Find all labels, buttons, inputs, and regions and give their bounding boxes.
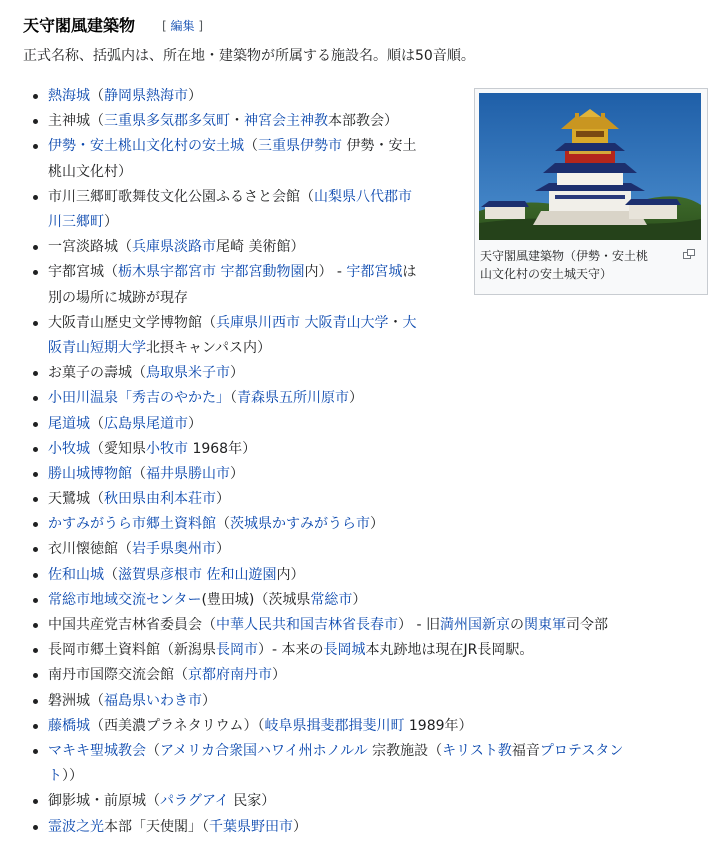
list-item-line bbox=[48, 412, 675, 437]
thumbnail-figure bbox=[474, 88, 708, 295]
item-text: 一宮淡路城（ bbox=[48, 239, 132, 256]
wiki-link[interactable]: 青森県 bbox=[237, 390, 279, 407]
wiki-link[interactable]: 揖斐川町 bbox=[348, 717, 405, 734]
list-item-line bbox=[48, 588, 675, 613]
wiki-link[interactable]: 岐阜県 bbox=[264, 717, 307, 734]
wiki-link[interactable]: 常総市地域交流センター bbox=[48, 591, 202, 608]
wiki-link[interactable]: 尾道城 bbox=[48, 415, 90, 432]
wiki-link[interactable]: 吉林省 bbox=[314, 617, 356, 633]
item-text: 尾崎 美術館） bbox=[216, 239, 305, 256]
list-item bbox=[30, 462, 675, 487]
wiki-link[interactable]: 彦根市 bbox=[160, 566, 202, 583]
wiki-link[interactable]: 佐和山遊園 bbox=[206, 566, 277, 583]
list-item-line bbox=[48, 512, 675, 537]
item-text: 御影城・前原城（ bbox=[48, 793, 160, 810]
wiki-link[interactable]: 熱海城 bbox=[48, 88, 90, 104]
wiki-link[interactable]: 奥州市 bbox=[174, 541, 216, 558]
wiki-link[interactable]: 八代郡 bbox=[356, 188, 398, 205]
wiki-link[interactable]: 三重県 bbox=[104, 113, 146, 130]
item-text: 内） - bbox=[304, 264, 347, 281]
list-item bbox=[30, 437, 675, 462]
item-text: 1968年） bbox=[188, 440, 257, 457]
item-text: 宇都宮城（ bbox=[48, 264, 118, 281]
wiki-link[interactable]: 中華人民共和国 bbox=[216, 617, 314, 633]
wiki-link[interactable]: いわき市 bbox=[146, 692, 202, 709]
item-text: 衣川懐徳館（ bbox=[48, 541, 132, 558]
wiki-link[interactable]: 多気町 bbox=[188, 113, 230, 130]
item-text: （ bbox=[90, 415, 104, 432]
item-text: ） bbox=[293, 818, 307, 835]
wiki-link[interactable]: 常総市 bbox=[310, 591, 353, 608]
wiki-link[interactable]: マキキ聖城教会 bbox=[48, 742, 146, 759]
edit-bracket-close: ] bbox=[194, 19, 204, 33]
castle-photo bbox=[479, 93, 701, 240]
item-text: 中国共産党吉林省委員会（ bbox=[48, 617, 216, 633]
item-text: 本丸跡地は現在JR長岡駅。 bbox=[365, 642, 534, 659]
item-text: 市川三郷町歌舞伎文化公園ふるさと会館（ bbox=[48, 188, 314, 205]
list-item bbox=[30, 412, 675, 437]
item-text: （ bbox=[132, 465, 146, 482]
item-text: 大阪青山歴史文学博物館（ bbox=[48, 314, 216, 331]
list-item-line bbox=[48, 789, 675, 814]
item-text: 別の場所に城跡が現存 bbox=[48, 289, 188, 306]
item-text: ・ bbox=[230, 113, 244, 130]
list-item bbox=[30, 487, 675, 512]
list-item-line bbox=[48, 689, 675, 714]
wiki-link[interactable]: 大阪青山大学 bbox=[304, 314, 389, 331]
item-text: ）） bbox=[62, 768, 83, 785]
item-text: 1989年） bbox=[404, 717, 473, 734]
item-text: は bbox=[402, 264, 417, 281]
caption-line-2: 山文化村の安土城天守） bbox=[480, 267, 613, 281]
item-text: 宗教施設（ bbox=[367, 742, 443, 759]
wiki-link[interactable]: 滋賀県 bbox=[118, 566, 160, 583]
wiki-link[interactable]: 伊勢市 bbox=[300, 138, 342, 155]
wiki-link[interactable]: 小牧城 bbox=[48, 440, 90, 457]
wiki-link[interactable]: キリスト教 bbox=[442, 742, 512, 759]
list-item bbox=[30, 512, 675, 537]
item-text: 北摂キャンパス内） bbox=[146, 339, 272, 356]
list-item bbox=[30, 789, 675, 814]
wiki-link[interactable]: 長岡城 bbox=[323, 642, 366, 659]
item-text: 本部教会） bbox=[328, 113, 398, 130]
list-item-line bbox=[48, 361, 675, 386]
thumbnail-image[interactable] bbox=[479, 93, 701, 240]
item-text: ） bbox=[349, 390, 363, 407]
edit-bracket-open: [ bbox=[162, 19, 171, 33]
edit-label[interactable]: 編集 bbox=[170, 19, 195, 33]
wiki-link[interactable]: 多気郡 bbox=[146, 113, 188, 130]
list-item bbox=[30, 739, 675, 789]
item-text: (豊田城)（茨城県 bbox=[201, 591, 311, 608]
item-text: （ bbox=[216, 516, 230, 533]
item-text: ） bbox=[216, 541, 230, 558]
wiki-link[interactable]: 広島県 bbox=[104, 415, 146, 432]
wiki-link[interactable]: 茨城県 bbox=[230, 516, 272, 533]
wiki-link[interactable]: パラグアイ bbox=[160, 793, 229, 810]
item-text: ） bbox=[230, 365, 244, 382]
item-text: 内） bbox=[276, 566, 305, 583]
wiki-link[interactable]: 小牧市 bbox=[146, 440, 188, 457]
item-text: 本部「天使閣」（ bbox=[104, 818, 209, 835]
wiki-link[interactable]: 熱海市 bbox=[146, 88, 188, 104]
wiki-link[interactable]: 岩手県 bbox=[132, 541, 174, 558]
item-text: （ bbox=[104, 566, 118, 583]
list-item bbox=[30, 613, 675, 638]
item-text: 福音 bbox=[511, 742, 540, 759]
wiki-link[interactable]: 秋田県 bbox=[104, 491, 146, 508]
list-item bbox=[30, 714, 675, 739]
list-item bbox=[30, 689, 675, 714]
item-text: （西美濃プラネタリウム）（ bbox=[90, 717, 265, 734]
item-text: 南丹市国際交流会館（ bbox=[48, 667, 188, 684]
wiki-link[interactable]: 勝山市 bbox=[188, 465, 230, 482]
item-text: （ bbox=[230, 390, 237, 407]
item-text: 天鷺城（ bbox=[48, 491, 104, 508]
wiki-link[interactable]: 長岡市 bbox=[216, 642, 258, 659]
wiki-link[interactable]: 勝山城博物館 bbox=[48, 465, 132, 482]
item-text: ）- 本来の bbox=[258, 642, 324, 659]
wiki-link[interactable]: 兵庫県 bbox=[132, 239, 174, 256]
item-text: 伊勢・安土 bbox=[342, 138, 417, 155]
wiki-link[interactable]: 野田市 bbox=[251, 818, 293, 835]
wiki-link[interactable]: ホノルル bbox=[312, 742, 368, 759]
wiki-link[interactable]: 新京 bbox=[481, 617, 510, 633]
item-text: ） bbox=[370, 516, 384, 533]
wiki-link[interactable]: 霊波之光 bbox=[48, 818, 104, 835]
item-text: （愛知県 bbox=[90, 440, 146, 457]
list-item-line bbox=[48, 663, 675, 688]
wiki-link[interactable]: 福島県 bbox=[104, 692, 146, 709]
list-item-line bbox=[48, 613, 675, 638]
item-text: （ bbox=[146, 742, 160, 759]
wiki-link[interactable]: 市 bbox=[398, 188, 412, 205]
item-text: 民家） bbox=[228, 793, 276, 810]
wiki-link[interactable]: 南丹市 bbox=[230, 667, 272, 684]
wiki-link[interactable]: 揖斐郡 bbox=[306, 717, 349, 734]
wiki-link[interactable]: 尾道市 bbox=[146, 415, 188, 432]
wiki-link[interactable]: 京都府 bbox=[188, 667, 230, 684]
list-item-line bbox=[48, 815, 675, 840]
wiki-link[interactable]: 佐和山城 bbox=[48, 566, 104, 583]
list-item-line bbox=[48, 714, 675, 739]
wiki-link[interactable]: 関東軍 bbox=[523, 617, 566, 633]
item-text: 長岡市郷土資料館（新潟県 bbox=[48, 642, 216, 659]
item-text: ） bbox=[104, 213, 118, 230]
wiki-link[interactable]: 米子市 bbox=[188, 365, 230, 382]
wiki-link[interactable]: ト bbox=[48, 768, 62, 785]
list-item bbox=[30, 311, 675, 361]
wiki-link[interactable]: 川三郷町 bbox=[48, 213, 104, 230]
item-text: （ bbox=[90, 88, 104, 104]
wiki-link[interactable]: 宇都宮動物園 bbox=[220, 264, 305, 281]
item-text: 磐洲城（ bbox=[48, 692, 104, 709]
wiki-link[interactable]: 兵庫県 bbox=[216, 314, 258, 331]
section-heading: 天守閣風建築物 bbox=[23, 16, 136, 35]
item-text: お菓子の壽城（ bbox=[48, 365, 146, 382]
list-item bbox=[30, 663, 675, 688]
wiki-link[interactable]: 阪青山短期大学 bbox=[48, 339, 146, 356]
wiki-link[interactable]: 神宮会主神教 bbox=[244, 113, 328, 130]
item-text: ） bbox=[188, 88, 202, 104]
list-item-line bbox=[48, 311, 675, 336]
wiki-link[interactable]: 宇都宮市 bbox=[160, 264, 216, 281]
list-item-line bbox=[48, 462, 675, 487]
list-item-line bbox=[48, 487, 675, 512]
wiki-link[interactable]: 川西市 bbox=[258, 314, 300, 331]
item-text: 桃山文化村） bbox=[48, 163, 132, 180]
magnify-clip-icon[interactable] bbox=[683, 249, 695, 259]
item-text: ） bbox=[352, 591, 367, 608]
wiki-link[interactable]: かすみがうら市郷土資料館 bbox=[48, 516, 216, 533]
list-item-line bbox=[48, 638, 675, 663]
item-text: ） bbox=[272, 667, 286, 684]
wiki-link[interactable]: 小田川温泉「秀吉のやかた」 bbox=[48, 390, 230, 407]
list-item bbox=[30, 588, 675, 613]
item-text: （ bbox=[244, 138, 258, 155]
wiki-link[interactable]: 五所川原市 bbox=[279, 390, 349, 407]
item-text: 主神城（ bbox=[48, 113, 104, 130]
wiki-link[interactable]: アメリカ合衆国 bbox=[160, 742, 258, 759]
wiki-link[interactable]: 満州国 bbox=[439, 617, 482, 633]
wiki-link[interactable]: 淡路市 bbox=[174, 239, 216, 256]
list-item-line bbox=[48, 563, 675, 588]
list-item-line bbox=[48, 386, 675, 411]
list-item bbox=[30, 386, 675, 411]
wiki-link[interactable]: かすみがうら市 bbox=[272, 516, 370, 533]
item-text: ） bbox=[230, 465, 244, 482]
list-item-line bbox=[48, 537, 675, 562]
list-item-line bbox=[48, 437, 675, 462]
wiki-link[interactable]: 由利本荘市 bbox=[146, 491, 216, 508]
wiki-link[interactable]: 宇都宮城 bbox=[346, 264, 403, 281]
wiki-link[interactable]: 大 bbox=[402, 314, 417, 331]
item-text: ・ bbox=[388, 314, 403, 331]
thumbnail-caption bbox=[480, 247, 680, 283]
wiki-link[interactable]: ハワイ州 bbox=[257, 742, 313, 759]
wiki-link[interactable]: 長春市 bbox=[356, 617, 398, 633]
wiki-link[interactable]: 栃木県 bbox=[118, 264, 160, 281]
wiki-link[interactable]: プロテスタン bbox=[539, 742, 624, 759]
item-text: ） bbox=[202, 692, 216, 709]
item-text: 司令部 bbox=[565, 617, 608, 633]
wiki-link[interactable]: 福井県 bbox=[146, 465, 188, 482]
list-item bbox=[30, 361, 675, 386]
list-item bbox=[30, 537, 675, 562]
list-item bbox=[30, 815, 675, 840]
edit-section-link[interactable] bbox=[162, 17, 203, 34]
list-item-line bbox=[48, 764, 675, 789]
intro-paragraph: 正式名称、括弧内は、所在地・建築物が所属する施設名。順は50音順。 bbox=[23, 48, 475, 64]
list-item-line bbox=[48, 336, 675, 361]
wiki-link[interactable]: 伊勢・安土桃山文化村の安土城 bbox=[48, 138, 244, 155]
wiki-link[interactable]: 三重県 bbox=[258, 138, 300, 155]
wiki-link[interactable]: 鳥取県 bbox=[146, 365, 188, 382]
item-text: ） bbox=[188, 415, 202, 432]
list-item bbox=[30, 638, 675, 663]
item-text: の bbox=[509, 617, 524, 633]
list-item-line bbox=[48, 739, 675, 764]
wiki-link[interactable]: 静岡県 bbox=[104, 88, 146, 104]
wiki-link[interactable]: 藤橋城 bbox=[48, 717, 90, 734]
wiki-link[interactable]: 山梨県 bbox=[314, 188, 356, 205]
item-text: ） - 旧 bbox=[398, 617, 440, 633]
wiki-link[interactable]: 千葉県 bbox=[209, 818, 251, 835]
caption-line-1: 天守閣風建築物（伊勢・安土桃 bbox=[480, 249, 649, 263]
item-text: ） bbox=[216, 491, 230, 508]
list-item bbox=[30, 563, 675, 588]
